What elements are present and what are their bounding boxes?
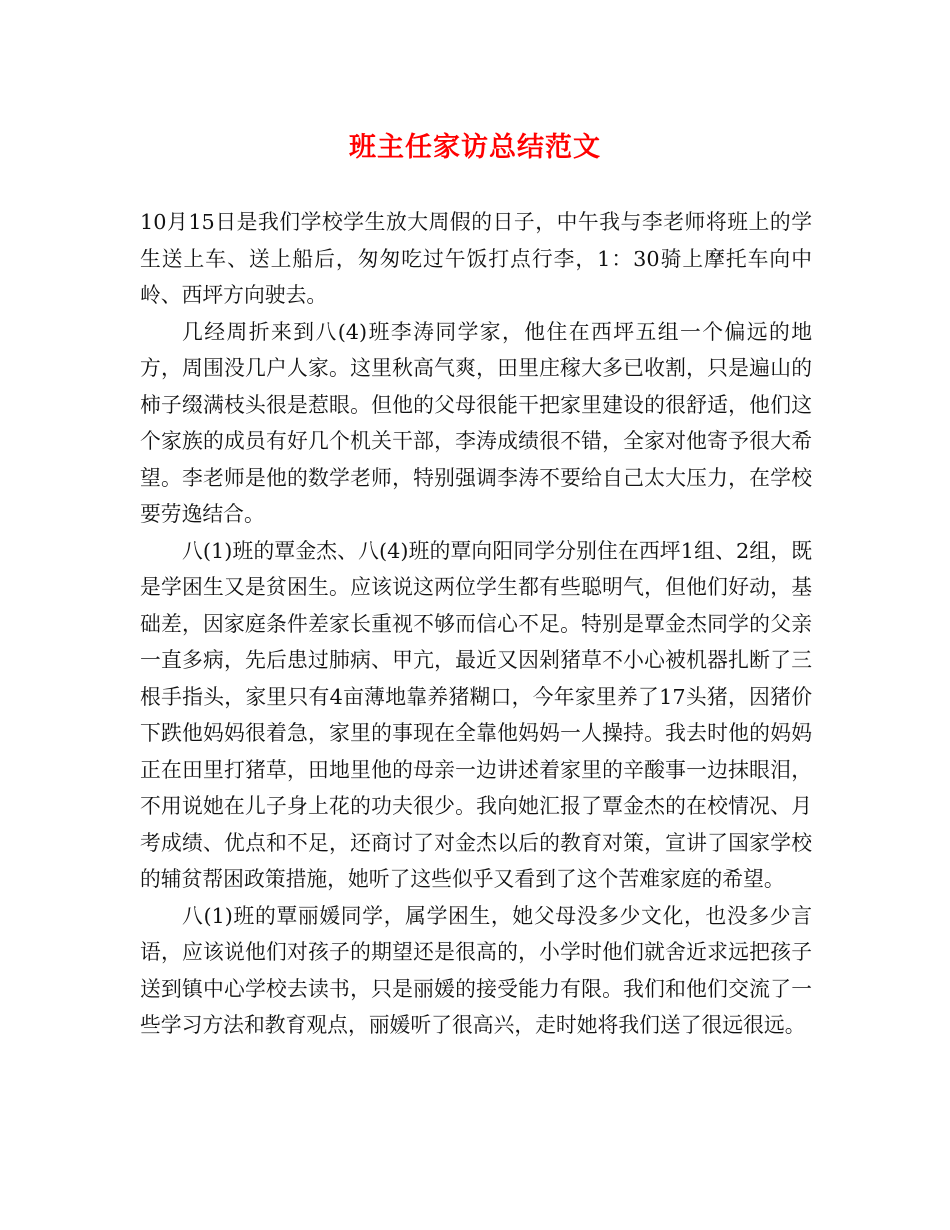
paragraph-qin-students-visit: 八(1)班的覃金杰、八(4)班的覃向阳同学分别住在西坪1组、2组，既是学困生又是贫困生。应该说这两位学生都有些聪明气，但他们好动，基础差，因家庭条件差家长重视不够而信心不足。特别是覃金杰同学的父亲一直多病，先后患过肺病、甲亢，最近又因剁猪草不小心被机器扎断了三根手指头，家里只有4亩薄地靠养猪糊口，今年家里养了17头猪，因猪价下跌他妈妈很着急，家里的事现在全靠他妈妈一人操持。我去时他的妈妈正在田里打猪草，田地里他的母亲一边讲述着家里的辛酸事一边抹眼泪，不用说她在儿子身上花的功夫很少。我向她汇报了覃金杰的在校情况、月考成绩、优点和不足，还商讨了对金杰以后的教育对策，宣讲了国家学校的辅贫帮困政策措施，她听了这些似乎又看到了这个苦难家庭的希望。 — [140, 538, 812, 891]
paragraph-qin-liyuan-visit: 八(1)班的覃丽媛同学，属学困生，她父母没多少文化，也没多少言语，应该说他们对孩子的期望还是很高的，小学时他们就舍近求远把孩子送到镇中心学校去读书，只是丽媛的接受能力有限。我们和他们交流了一些学习方法和教育观点，丽媛听了很高兴，走时她将我们送了很远很远。 — [140, 903, 812, 1037]
paragraph-intro: 10月15日是我们学校学生放大周假的日子，中午我与李老师将班上的学生送上车、送上船后，匆匆吃过午饭打点行李，1：30骑上摩托车向中岭、西坪方向驶去。 — [140, 210, 812, 307]
document-body — [140, 204, 812, 1044]
document-title: 班主任家访总结范文 — [349, 132, 601, 163]
paragraph-li-tao-visit: 几经周折来到八(4)班李涛同学家，他住在西坪五组一个偏远的地方，周围没几户人家。这里秋高气爽，田里庄稼大多已收割，只是遍山的柿子缀满枝头很是惹眼。但他的父母很能干把家里建设的很舒适，他们这个家族的成员有好几个机关干部，李涛成绩很不错，全家对他寄予很大希望。李老师是他的数学老师，特别强调李涛不要给自己太大压力，在学校要劳逸结合。 — [140, 319, 812, 526]
